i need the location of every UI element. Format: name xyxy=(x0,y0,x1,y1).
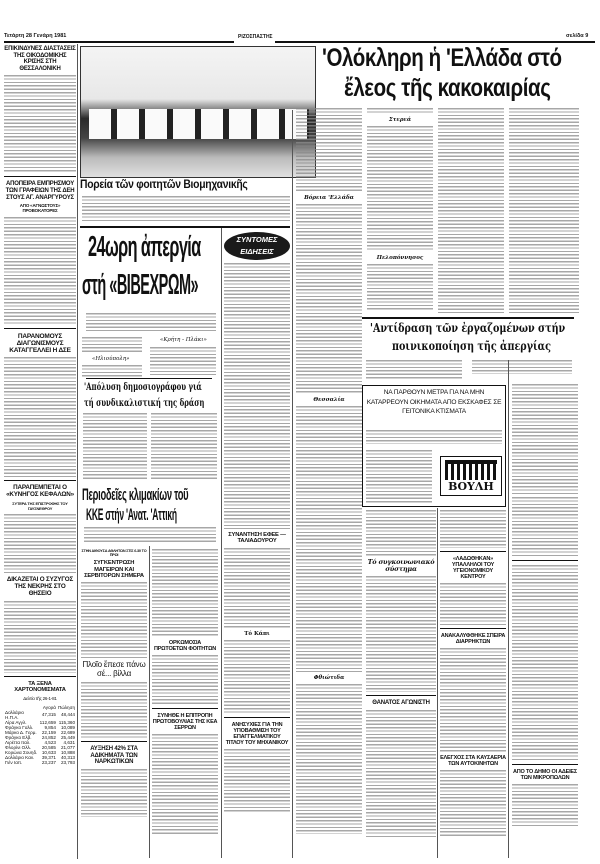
parliament-building-icon xyxy=(445,460,497,480)
divider xyxy=(86,378,212,379)
headline-exhaust: ΕΛΕΓΧΟΣ ΣΤΑ ΚΑΥΣΑΕΡΙΑ ΤΩΝ ΑΥΤΟΚΙΝΗΤΩΝ xyxy=(440,755,506,768)
brief-news-column xyxy=(224,232,290,816)
headline-reaction-line1: 'Αντίδραση τῶν ἐργαζομένων στήν xyxy=(370,321,566,335)
currency-name: Μάρκο Δ. Γερμ. xyxy=(5,729,37,735)
article-body xyxy=(440,648,506,752)
article-body xyxy=(440,770,506,836)
section-north-greece: Βόρεια 'Ελλάδα xyxy=(304,195,354,201)
column-divider xyxy=(221,228,222,858)
divider xyxy=(4,328,76,329)
article-body xyxy=(81,682,147,738)
article-body xyxy=(224,548,290,628)
weather-body xyxy=(367,264,433,310)
weather-body xyxy=(296,204,362,394)
sell-rate: 40,313 xyxy=(60,754,75,760)
divider xyxy=(81,741,147,742)
sell-rate: 48,444 xyxy=(60,712,75,718)
divider xyxy=(512,560,578,561)
badge-line2: ΕΙΔΗΣΕΙΣ xyxy=(240,247,274,256)
buy-rate: 47,315 xyxy=(41,712,56,718)
currency-row xyxy=(4,760,76,765)
buy-rate: 24,852 xyxy=(41,734,56,740)
article-body xyxy=(86,313,216,331)
article-body xyxy=(512,384,578,494)
currency-name: Λιρέττα Ιταλ. xyxy=(5,739,31,745)
weather-column-1 xyxy=(296,108,362,837)
subhead-kapi: Τό Κάπι xyxy=(244,630,270,637)
right-column-1 xyxy=(366,510,436,841)
headline-strike-line2: στή «ΒΙΒΕΧΡΩΜ» xyxy=(82,269,199,301)
headline-strike-line1: 24ωρη ἀπεργία xyxy=(88,231,201,263)
headline-spouse-trial: ΔΙΚΑΖΕΤΑΙ Ο ΣΥΖΥΓΟΣ ΤΗΣ ΝΕΚΡΗΣ ΣΤΟ ΘΗΣΕΙΟ xyxy=(6,576,74,597)
column-divider xyxy=(292,110,293,858)
buy-rate: 23,237 xyxy=(41,759,56,765)
headline-dismissal-line2: τή συνδικαλιστική της δράση xyxy=(84,397,205,409)
article-body xyxy=(366,360,462,380)
headline-drugs: ΑΥΞΗΣΗ 42% ΣΤΑ ΑΔΙΚΗΜΑΤΑ ΤΩΝ ΝΑΡΚΩΤΙΚΩΝ xyxy=(90,746,138,766)
article-body xyxy=(4,601,76,673)
subhead-kriti-plaki: «Κρήτη - Πλάκι» xyxy=(160,337,207,343)
currency-name: Γιέν Ιαπ. xyxy=(5,759,23,765)
article-body xyxy=(224,640,290,714)
weather-body xyxy=(509,108,579,313)
weather-body xyxy=(296,406,362,672)
article-body xyxy=(512,497,578,557)
article-body xyxy=(4,357,76,477)
currency-name: Κορώνα Σουηδ. xyxy=(5,749,38,755)
masthead: ΡΙΖΟΣΠΑΣΤΗΣ xyxy=(238,34,273,40)
sell-rate: 22,689 xyxy=(60,729,75,735)
article-body xyxy=(224,749,290,813)
article-body xyxy=(152,734,218,834)
divider xyxy=(80,226,290,228)
section-thessaly: Θεσσαλία xyxy=(313,397,345,403)
page-number: σελίδα 9 xyxy=(566,33,589,39)
badge-line1: ΣΥΝΤΟΜΕΣ xyxy=(236,235,278,244)
headline-reaction-line2: ποινικοποίηση τῆς ἀπεργίας xyxy=(392,339,551,353)
headline-oath: ΟΡΚΩΜΟΣΙΑ ΠΡΩΤΟΕΤΩΝ ΦΟΙΤΗΤΩΝ xyxy=(153,640,217,653)
divider xyxy=(440,551,506,552)
vouli-label: ΒΟΥΛΗ xyxy=(448,480,494,493)
right-column-2 xyxy=(440,510,506,839)
article-body xyxy=(150,347,216,375)
subhead-transport: Τό συγκοινωνιακό σύστημα xyxy=(367,558,435,574)
weather-body xyxy=(367,126,433,252)
center-subcolumn-left xyxy=(81,549,147,820)
headline-illegal-contests: ΠΑΡΑΝΟΜΟΥΣ ΔΙΑΓΩΝΙΣΜΟΥΣ ΚΑΤΑΓΓΕΛΛΕΙ Η ΔΣΕ xyxy=(9,333,71,355)
subheadline-head-hunter: ΣΥΤΕΡΑ ΤΗΣ ΕΠΙΣΤΡΟΦΗΣ ΤΟΥ ΓΑΥΣΝΕΘΡΟΥ xyxy=(12,501,68,511)
headline-weather-line2: ἔλεος τῆς κακοκαιρίας xyxy=(344,74,551,102)
sell-rate: 4,631 xyxy=(63,739,75,745)
article-body xyxy=(81,769,147,817)
divider xyxy=(4,480,76,481)
sell-rate: 21,077 xyxy=(60,744,75,750)
article-body xyxy=(84,527,216,543)
article-body xyxy=(366,510,436,556)
divider xyxy=(224,717,290,718)
headline-death: ΘΑΝΑΤΟΣ ΑΓΩΝΙΣΤΗ xyxy=(372,700,430,707)
divider xyxy=(512,764,578,765)
headline-vendors: ΑΠΟ ΤΟ ΔΗΜΟ ΟΙ ΑΔΕΙΕΣ ΤΩΝ ΜΙΚΡΟΠΩΛΩΝ xyxy=(513,769,577,782)
currency-title: ΤΑ ΞΕΝΑ ΧΑΡΤΟΝΟΜΙΣΜΑΤΑ xyxy=(14,680,66,694)
brief-news-body xyxy=(224,263,290,529)
sell-rate: 115,360 xyxy=(58,719,75,725)
article-body xyxy=(152,655,218,705)
currency-table xyxy=(4,705,76,765)
headline-burglars: ΑΝΑΚΑΛΥΦΘΗΚΕ ΣΠΕΙΡΑ ΔΙΑΡΡΗΚΤΩΝ xyxy=(440,633,506,646)
weather-column-2 xyxy=(367,108,433,313)
subheadline-arson: ΑΠΟ «ΑΓΝΩΣΤΟΥΣ» ΠΡΟΒΟΚΑΤΟΡΕΣ xyxy=(19,203,61,214)
headline-construction-crisis: ΕΠΙΚΙΝΔΥΝΕΣ ΔΙΑΣΤΑΣΕΙΣ ΤΗΣ ΟΙΚΟΔΟΜΙΚΗΣ ΚΡΙΣΗΣ ΣΤΗ ΘΕΣΣΑΛΟΝΙΚΗ xyxy=(4,46,76,72)
subhead-ilioupoli: «Ηλιούπολη» xyxy=(92,356,130,362)
page-date: Τετάρτη 28 Γενάρη 1981 xyxy=(4,33,67,39)
article-body xyxy=(4,217,76,325)
article-body xyxy=(472,360,572,374)
headline-cooks: ΣΥΓΚΕΝΤΡΩΣΗ ΜΑΓΕΙΡΩΝ ΚΑΙ ΣΕΡΒΙΤΟΡΩΝ ΣΗΜΕΡΑ xyxy=(84,560,144,580)
currency-row xyxy=(4,710,76,720)
photo-student-march xyxy=(80,46,316,178)
headline-engineers: ΑΝΗΣΥΧΙΕΣ ΓΙΑ ΤΗΝ ΥΠΟΒΑΘΜΙΣΗ ΤΟΥ ΕΠΑΓΓΕΛΜΑΤΙΚΟΥ ΤΙΤΛΟΥ ΤΟΥ ΜΗΧΑΝΙΚΟΥ xyxy=(225,721,289,746)
buy-rate: 4,523 xyxy=(44,739,56,745)
currency-date: Δελτίο τῆς 26-1-81 xyxy=(23,695,57,701)
sell-rate: 10,888 xyxy=(60,749,75,755)
article-body xyxy=(512,565,578,761)
col-buy: Αγορά xyxy=(42,704,56,710)
currency-name: Λίρα Αγγλ. xyxy=(5,719,27,725)
weather-body xyxy=(296,108,362,192)
headline-kea-serres: ΣΥΝΗΘΕ Η ΕΠΙΤΡΟΠΗ ΠΡΩΤΟΒΟΥΛΙΑΣ ΤΗΣ ΚΕΑ ΣΕΡΡΩΝ xyxy=(152,713,218,732)
left-column xyxy=(4,46,76,768)
article-body xyxy=(366,710,436,838)
currency-name: Φράγκο Ελβ. xyxy=(5,734,32,740)
article-body xyxy=(366,430,502,444)
buy-rate: 112,659 xyxy=(39,719,56,725)
headline-efee-meeting: ΣΥΝΑΝΤΗΣΗ ΕΦΕΕ — ΤΑΛΙΑΔΟΥΡΟΥ xyxy=(228,532,286,545)
sell-rate: 25,449 xyxy=(60,734,75,740)
column-divider xyxy=(149,546,150,858)
column-divider xyxy=(437,508,438,858)
header-rule xyxy=(4,41,234,43)
column-divider xyxy=(508,360,509,858)
headline-arson-attempt: ΑΠΟΠΕΙΡΑ ΕΜΠΡΗΣΜΟΥ ΤΩΝ ΓΡΑΦΕΙΩΝ ΤΗΣ ΔΕΗ ΣΤΟΥΣ ΑΓ. ΑΝΑΡΓΥΡΟΥΣ xyxy=(5,181,75,201)
brief-news-badge xyxy=(224,232,290,260)
headline-head-hunter: ΠΑΡΑΠΕΜΠΕΤΑΙ Ο «ΚΥΝΗΓΟΣ ΚΕΦΑΛΩΝ» xyxy=(6,484,74,499)
photo-caption: Πορεία τῶν φοιτητῶν Βιομηχανικῆς xyxy=(80,179,248,191)
article-body xyxy=(4,75,76,173)
weather-body xyxy=(438,108,504,313)
col-sell: Πώληση xyxy=(57,704,75,710)
currency-name: Δολλάριο Η.Π.Α. xyxy=(5,709,24,720)
headline-ship: Πλοῖο ἔπεσε πάνω σέ... βίλλα xyxy=(82,660,146,679)
weather-body xyxy=(367,108,433,114)
photo-caption-body xyxy=(82,196,290,222)
article-body xyxy=(4,514,76,574)
headline-dismissal-line1: 'Απόλυση δημοσιογράφου γιά xyxy=(84,381,202,393)
headline-bribed: «ΛΑΔΩΘΗΚΑΝ» ΥΠΑΛΛΗΛΟΙ ΤΟΥ ΥΓΕΙΟΝΟΜΙΚΟΥ ΚΕΝΤΡΟΥ xyxy=(451,556,495,581)
article-body xyxy=(440,583,506,625)
section-fthiotida: Φθιώτιδα xyxy=(313,675,345,681)
currency-name: Δολλάριο Καν. xyxy=(5,754,35,760)
sell-rate: 23,793 xyxy=(60,759,75,765)
divider xyxy=(152,708,218,709)
article-body xyxy=(366,450,432,504)
headline-kke-tours-line1: Περιοδεῖες κλιμακίων τοῦ xyxy=(82,485,189,504)
headline-weather-line1: 'Ολόκληρη ἡ 'Ελλάδα στό xyxy=(322,44,562,72)
article-body xyxy=(151,413,217,479)
article-body xyxy=(83,413,147,479)
buy-rate: 39,371 xyxy=(41,754,56,760)
article-body xyxy=(152,549,218,637)
article-body xyxy=(81,582,147,658)
right-column-3 xyxy=(512,384,578,831)
divider xyxy=(362,317,574,319)
divider xyxy=(4,176,76,177)
protest-banners xyxy=(89,109,309,139)
divider xyxy=(440,628,506,629)
sell-rate: 10,089 xyxy=(60,724,75,730)
article-body xyxy=(512,784,578,828)
headline-kke-tours-line2: ΚΚΕ στήν 'Ανατ. 'Αττική xyxy=(86,505,177,524)
divider xyxy=(4,676,76,677)
buy-rate: 10,633 xyxy=(41,749,56,755)
currency-row xyxy=(4,720,76,725)
article-body xyxy=(82,337,142,353)
section-peloponnese: Πελοπόννησος xyxy=(376,255,424,261)
vouli-logo xyxy=(440,456,502,496)
section-sterea: Στερεά xyxy=(388,117,412,123)
buy-rate: 22,159 xyxy=(41,729,56,735)
center-subcolumn-right xyxy=(152,549,218,837)
header-rule-right xyxy=(275,41,595,43)
buy-rate: 9,854 xyxy=(44,724,56,730)
column-divider xyxy=(77,44,78,859)
currency-name: Φράγκο Γαλλ. xyxy=(5,724,34,730)
kicker-cooks: ΣΤΗΝ ΑΙΘΟΥΣΑ ΑΘΛΗΤΩΝ ΣΤΙΣ 6.30 ΤΟ ΠΡΩΙ xyxy=(81,549,147,558)
weather-body xyxy=(296,684,362,834)
article-body xyxy=(440,510,506,548)
headline-excavations: ΝΑ ΠΑΡΘΟΥΝ ΜΕΤΡΑ ΓΙΑ ΝΑ ΜΗΝ ΚΑΤΑΡΡΕΟΥΝ ΟΙΚΗΜΑΤΑ ΑΠΟ ΕΚΣΚΑΦΕΣ ΣΕ ΓΕΙΤΟΝΙΚΑ ΚΤΙΣΜΑΤΑ xyxy=(366,389,502,416)
divider xyxy=(366,695,436,696)
article-body xyxy=(366,576,436,692)
article-body xyxy=(82,365,142,377)
buy-rate: 20,585 xyxy=(41,744,56,750)
currency-name: Φλορίνι Ολλ. xyxy=(5,744,32,750)
